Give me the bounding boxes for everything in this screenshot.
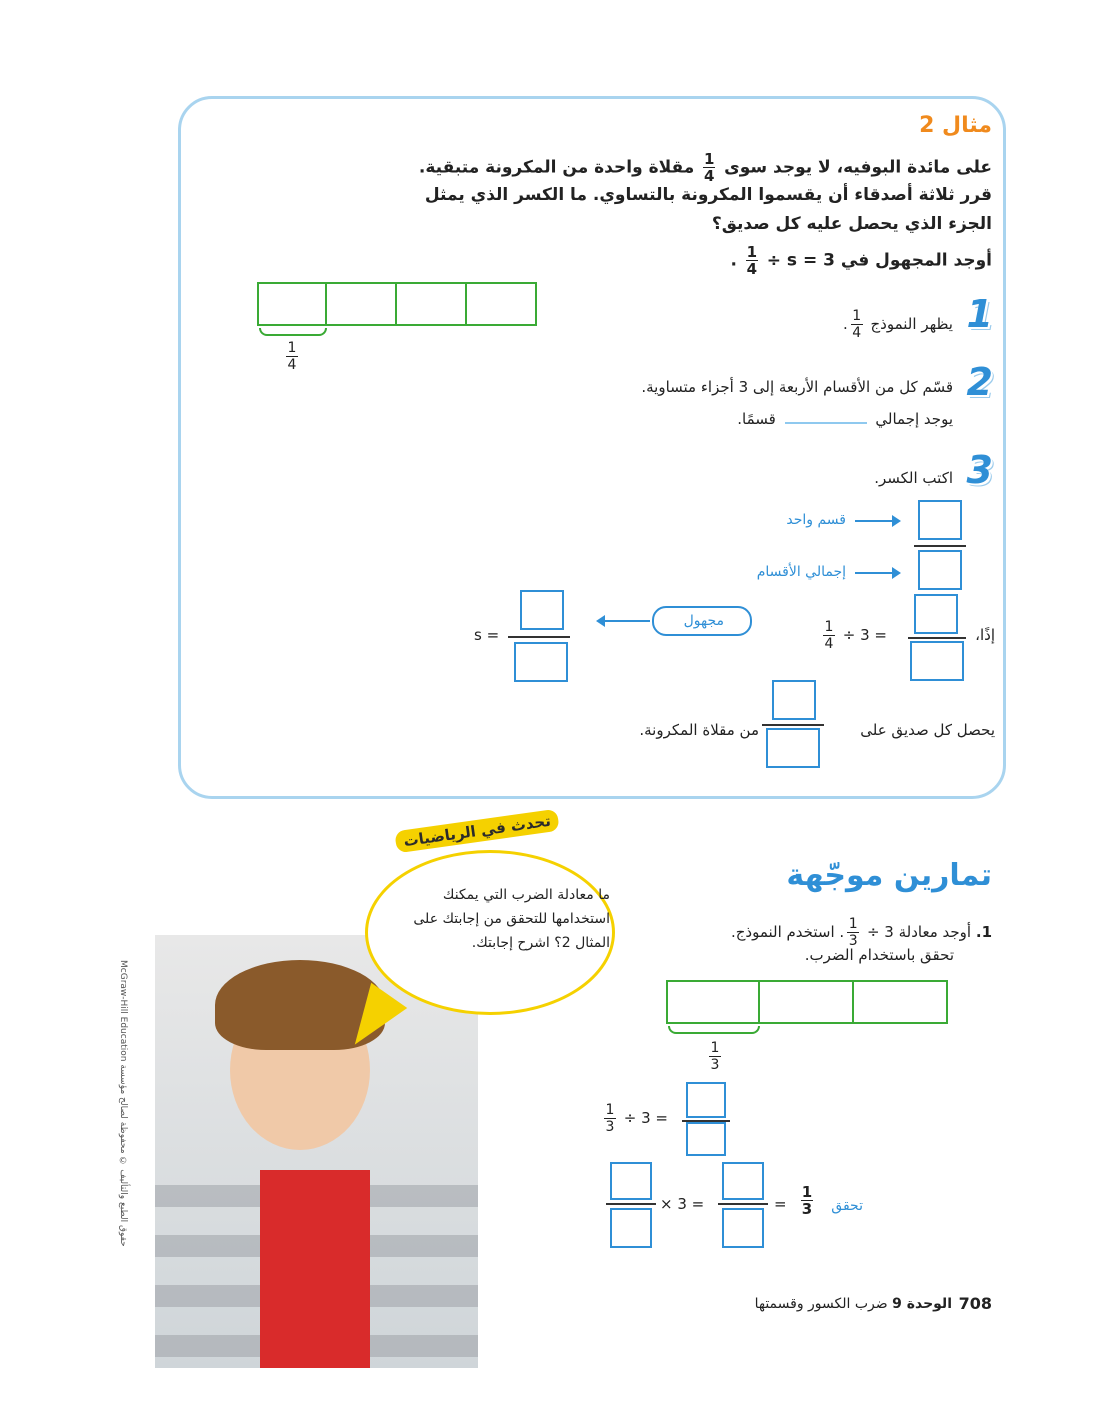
model-fraction-label: $\frac{1}{4}$ xyxy=(287,340,297,373)
s-denominator-box[interactable] xyxy=(514,642,568,682)
model-cell xyxy=(666,980,760,1024)
times-three: × 3 = xyxy=(660,1195,705,1213)
problem-line-1b: مقلاة واحدة من المكرونة متبقية. xyxy=(418,157,695,178)
fraction-bar xyxy=(762,724,824,726)
brace xyxy=(259,328,327,336)
brace xyxy=(668,1026,760,1034)
problem-fraction: $\frac{1}{4}$ xyxy=(703,150,715,185)
gp-numerator-box[interactable] xyxy=(686,1082,726,1118)
check-a-numerator-box[interactable] xyxy=(610,1162,652,1200)
friend-numerator-box[interactable] xyxy=(772,680,816,720)
division-equation: $\frac{1}{3}$ ÷ 3 = xyxy=(605,1102,668,1135)
friend-denominator-box[interactable] xyxy=(766,728,820,768)
problem-line-3: الجزء الذي يحصل عليه كل صديق؟ xyxy=(711,214,992,234)
step-1-number: 1 xyxy=(966,292,993,336)
footer-unit: الوحدة 9 ضرب الكسور وقسمتها xyxy=(754,1296,952,1312)
so-equation: $\frac{1}{4}$ ÷ 3 = xyxy=(824,619,887,652)
model-cell xyxy=(257,282,327,326)
page-number: 708 xyxy=(958,1294,992,1313)
s-numerator-box[interactable] xyxy=(520,590,564,630)
arrow-total-parts xyxy=(855,572,899,574)
problem-line-1 xyxy=(419,151,992,184)
each-friend-text-b: من مقلاة المكرونة. xyxy=(639,721,759,739)
numerator-box[interactable] xyxy=(918,500,962,540)
check-a-denominator-box[interactable] xyxy=(610,1208,652,1248)
step-2-total: يوجد إجمالي قسمًا. xyxy=(737,410,953,428)
guided-practice-title: تمارين موجّهة xyxy=(786,858,992,893)
fraction-bar xyxy=(508,636,570,638)
fraction-bar xyxy=(718,1203,768,1205)
check-label: تحقق xyxy=(831,1198,863,1214)
fraction-bar xyxy=(914,545,966,547)
step-2-number: 2 xyxy=(966,360,993,404)
step-2-text: قسّم كل من الأقسام الأربعة إلى 3 أجزاء متساوية. xyxy=(641,378,953,396)
unknown-label: مجهول xyxy=(683,613,724,629)
problem-line-2: قرر ثلاثة أصدقاء أن يقسموا المكرونة بالتساوي. ما الكسر الذي يمثل xyxy=(424,185,992,205)
check-fraction: $\frac{1}{3}$ xyxy=(801,1183,813,1218)
bubble-text: ما معادلة الضرب التي يمكنك استخدامها للتحقق من إجابتك على المثال 2؟ اشرح إجابتك. xyxy=(413,887,610,951)
model-cell xyxy=(760,980,854,1024)
equation: s = 3 ÷ xyxy=(766,250,835,271)
model-cell xyxy=(397,282,467,326)
example-title: مثال 2 xyxy=(919,113,992,138)
model-cell xyxy=(854,980,948,1024)
step-1-text: يظهر النموذج $\frac{1}{4}$ . xyxy=(842,308,953,341)
each-friend-text-a: يحصل كل صديق على xyxy=(860,721,995,739)
arrow-one-part xyxy=(855,520,899,522)
problem-line-1a: على مائدة البوفيه، لا يوجد سوى xyxy=(724,157,992,178)
gp-denominator-box[interactable] xyxy=(686,1122,726,1156)
student-shirt xyxy=(260,1170,370,1368)
answer-blank[interactable] xyxy=(785,422,867,424)
fourths-model xyxy=(257,282,537,326)
math-talk-label: تحدث في الرياضيات xyxy=(394,809,560,854)
fraction-bar xyxy=(908,637,966,639)
model-cell xyxy=(327,282,397,326)
check-b-denominator-box[interactable] xyxy=(722,1208,764,1248)
model-cell xyxy=(467,282,537,326)
so-label: إذًا، xyxy=(975,626,995,644)
fraction-bar xyxy=(606,1203,656,1205)
equals-sign: = xyxy=(774,1195,787,1213)
step-3-text: اكتب الكسر. xyxy=(874,469,953,487)
label-one-part: قسم واحد xyxy=(786,512,846,528)
denominator-box[interactable] xyxy=(918,550,962,590)
photo-credit: McGraw-Hill Education حقوق الطبع والتأليف © محفوظة لصالح مؤسسة xyxy=(118,960,128,1247)
exercise-1-line-1: 1. أوجد معادلة 3 ÷ $\frac{1}{3}$ . استخدم النموذج. xyxy=(730,916,992,949)
arrow-unknown xyxy=(598,620,650,622)
result-denominator-box[interactable] xyxy=(910,641,964,681)
thirds-fraction-label: $\frac{1}{3}$ xyxy=(710,1040,720,1073)
thirds-model xyxy=(666,980,948,1024)
step-3-number: 3 xyxy=(966,448,993,492)
s-equals: s = xyxy=(474,626,500,644)
problem-line-4: أوجد المجهول في s = 3 ÷ $\frac{1}{4}$ . xyxy=(730,243,992,278)
label-total-parts: إجمالي الأقسام xyxy=(756,564,846,580)
exercise-1-line-2: تحقق باستخدام الضرب. xyxy=(804,946,954,964)
result-numerator-box[interactable] xyxy=(914,594,958,634)
equation-fraction: $\frac{1}{4}$ xyxy=(746,243,758,278)
check-b-numerator-box[interactable] xyxy=(722,1162,764,1200)
